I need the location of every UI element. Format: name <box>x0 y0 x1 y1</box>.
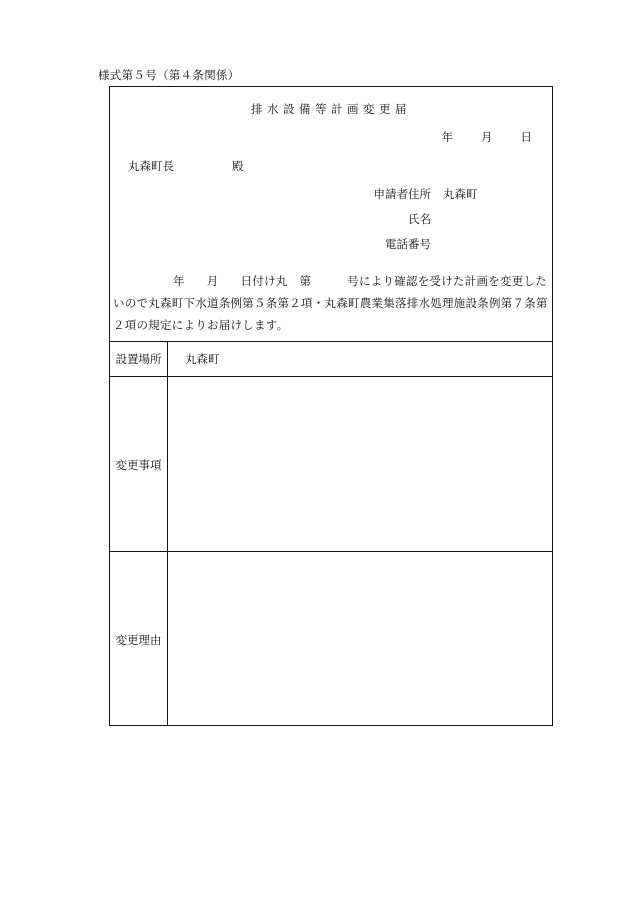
body-month: 月 <box>206 274 219 288</box>
divider-location <box>110 376 552 377</box>
applicant-name-row <box>372 211 431 227</box>
applicant-address-row <box>372 186 478 202</box>
body-dated: 日付け丸 <box>240 274 288 288</box>
change-items-label: 変更事項 <box>115 458 162 472</box>
notification-form <box>109 86 553 726</box>
addressee <box>128 158 244 174</box>
body-year: 年 <box>173 274 185 288</box>
addressee-name: 丸森町長 <box>128 159 174 173</box>
applicant-name-label: 氏名 <box>408 212 431 226</box>
applicant-phone-label: 電話番号 <box>385 237 431 251</box>
addressee-honorific: 殿 <box>232 159 244 173</box>
form-title: 排水設備等計画変更届 <box>251 102 411 116</box>
location-value: 丸森町 <box>185 352 220 366</box>
applicant-phone-row <box>372 236 431 252</box>
divider-change-items <box>110 551 552 552</box>
date-month: 月 <box>481 130 493 144</box>
date-year: 年 <box>441 130 453 144</box>
date-day: 日 <box>520 130 532 144</box>
divider-top <box>110 341 552 342</box>
body-no: 第 <box>299 274 312 288</box>
change-reason-label: 変更理由 <box>115 633 162 647</box>
body-text-rest: 号により確認を受けた計画を変更したいので丸森町下水道条例第５条第２項・丸森町農業集落排水処理施設条例第７条第２項の規定によりお届けします。 <box>113 274 548 332</box>
form-number: 様式第５号（第４条関係） <box>98 68 240 82</box>
applicant-address-value: 丸森町 <box>443 187 478 201</box>
column-divider <box>167 341 168 725</box>
applicant-address-label: 申請者住所 <box>373 187 431 201</box>
date-row <box>442 129 533 145</box>
notification-body <box>113 270 551 336</box>
location-label: 設置場所 <box>115 352 162 366</box>
